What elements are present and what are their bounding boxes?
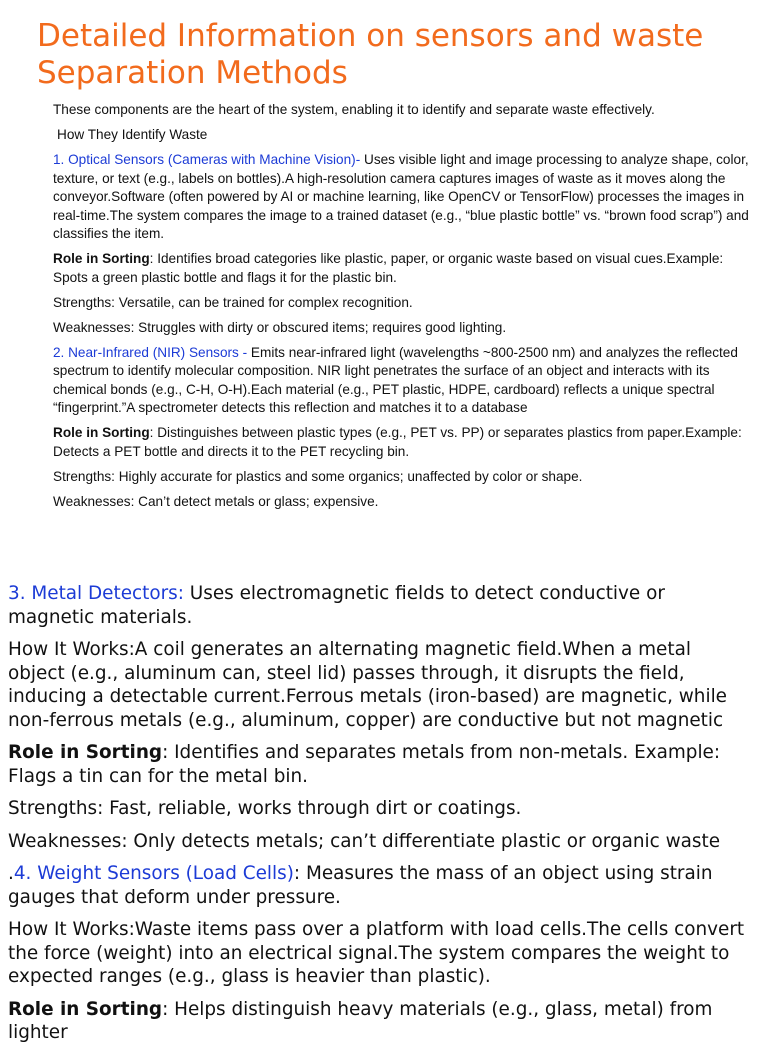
- weight-role-paragraph: [8, 998, 748, 1045]
- weight-role-text: : Helps distinguish heavy materials (e.g., glass, metal) from lighter: [8, 998, 713, 1043]
- optical-role-text: : Identifies broad categories like plastic, paper, or organic waste based on visual cues.Example: Spots a green plastic bottle and flags it for the plastic bin.: [53, 251, 724, 285]
- nir-sensors-paragraph: [53, 344, 753, 418]
- metal-role-label: Role in Sorting: [8, 742, 163, 763]
- weight-sensors-body: : Measures the mass of an object using strain gauges that deform under pressure.: [8, 863, 713, 908]
- weight-sensors-heading: 4. Weight Sensors (Load Cells): [13, 863, 294, 884]
- optical-sensors-heading: 1. Optical Sensors (Cameras with Machine Vision)-: [53, 152, 361, 167]
- nir-role-text: : Distinguishes between plastic types (e.g., PET vs. PP) or separates plastics from paper.Example: Detects a PET bottle and directs it to the PET recycling bin.: [53, 425, 742, 459]
- optical-sensors-body: Uses visible light and image processing to analyze shape, color, texture, or text (e.g., labels on bottles).A high-resolution camera captures images of waste as it moves along the conveyor.Software (often powered by AI or machine learning, like OpenCV or TensorFlow) processes the images in real-time.The system compares the image to a trained dataset (e.g., “blue plastic bottle” vs. “brown food scrap”) and classifies the item.: [53, 152, 749, 241]
- optical-weaknesses: Weaknesses: Struggles with dirty or obscured items; requires good lighting.: [53, 319, 507, 335]
- nir-strengths: Strengths: Highly accurate for plastics and some organics; unaffected by color or shape.: [53, 468, 583, 484]
- nir-weaknesses: Weaknesses: Can’t detect metals or glass; expensive.: [53, 493, 379, 509]
- metal-detectors-body: Uses electromagnetic fields to detect conductive or magnetic materials.: [8, 583, 665, 628]
- nir-sensors-heading: 2. Near-Infrared (NIR) Sensors -: [53, 344, 248, 360]
- metal-role-text: : Identifies and separates metals from non-metals. Example: Flags a tin can for the metal bin.: [8, 742, 721, 787]
- weight-prefix: .: [8, 863, 14, 884]
- optical-role-label: Role in Sorting: [53, 251, 150, 266]
- weight-role-label: Role in Sorting: [8, 998, 163, 1020]
- subheading: How They Identify Waste: [57, 127, 208, 142]
- lower-section: [8, 582, 748, 1054]
- metal-detectors-heading: 3. Metal Detectors:: [8, 583, 184, 604]
- weight-sensors-paragraph: [8, 862, 748, 909]
- upper-section: [53, 101, 753, 518]
- nir-role-label: Role in Sorting: [53, 425, 150, 440]
- metal-detectors-paragraph: [8, 582, 748, 629]
- metal-weaknesses: Weaknesses: Only detects metals; can’t differentiate plastic or organic waste: [8, 830, 721, 852]
- nir-role-paragraph: [53, 424, 753, 461]
- metal-strengths: Strengths: Fast, reliable, works through dirt or coatings.: [8, 798, 522, 819]
- metal-how-it-works: How It Works:A coil generates an alternating magnetic field.When a metal object (e.g., aluminum can, steel lid) passes through, it disrupts the field, inducing a detectable current.Ferrous metals (iron-based) are magnetic, while non-ferrous metals (e.g., aluminum, copper) are conductive but not magnetic: [8, 639, 727, 731]
- optical-strengths: Strengths: Versatile, can be trained for complex recognition.: [53, 294, 413, 310]
- intro-paragraph: These components are the heart of the system, enabling it to identify and separate waste effectively.: [53, 102, 655, 117]
- metal-role-paragraph: [8, 741, 748, 788]
- optical-sensors-paragraph: [53, 151, 753, 244]
- nir-sensors-body: Emits near-infrared light (wavelengths ~800-2500 nm) and analyzes the reflected spectrum to identify molecular composition. NIR light penetrates the surface of an object and interacts with its chemical bonds (e.g., C-H, O-H).Each material (e.g., PET plastic, HDPE, cardboard) reflects a unique spectral “fingerprint.”A spectrometer detects this reflection and matches it to a database: [53, 344, 738, 415]
- weight-how-it-works: How It Works:Waste items pass over a platform with load cells.The cells convert the force (weight) into an electrical signal.The system compares the weight to expected ranges (e.g., glass is heavier than plastic).: [8, 919, 745, 987]
- optical-role-paragraph: [53, 250, 753, 287]
- page-title: Detailed Information on sensors and waste Separation Methods: [37, 18, 704, 91]
